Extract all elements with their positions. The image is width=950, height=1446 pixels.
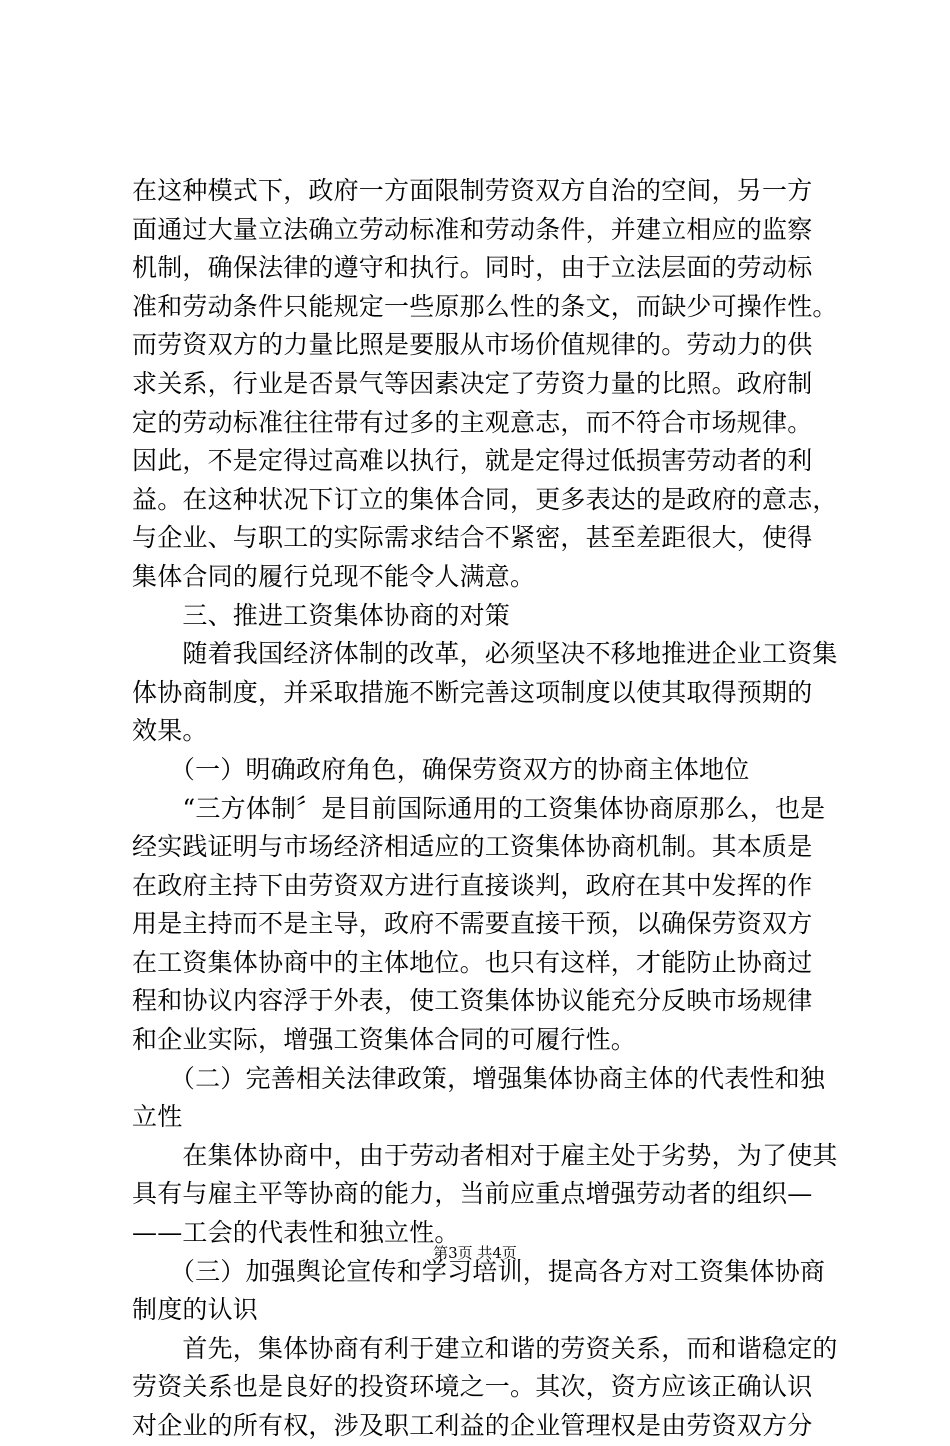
text-line: 机制，确保法律的遵守和执行。同时，由于立法层面的劳动标 <box>132 253 813 283</box>
text-line: 因此，不是定得过高难以执行，就是定得过低损害劳动者的利 <box>132 446 813 476</box>
text-line: 用是主持而不是主导，政府不需要直接干预，以确保劳资双方 <box>132 909 813 939</box>
subsection-heading: （一）明确政府角色，确保劳资双方的协商主体地位 <box>132 754 750 784</box>
subsection-heading: （二）完善相关法律政策，增强集体协商主体的代表性和独 <box>132 1063 826 1093</box>
text-line: 在集体协商中，由于劳动者相对于雇主处于劣势，为了使其 <box>132 1140 838 1170</box>
text-line: 效果。 <box>132 716 208 746</box>
text-line: 集体合同的履行兑现不能令人满意。 <box>132 561 536 591</box>
page-number-footer: 第3页 共4页 <box>433 1244 517 1262</box>
text-line: 对企业的所有权，涉及职工利益的企业管理权是由劳资双方分 <box>132 1411 813 1440</box>
text-line: 益。在这种状况下订立的集体合同，更多表达的是政府的意志， <box>132 484 838 514</box>
subsection-heading: 立性 <box>132 1102 183 1132</box>
text-line: 具有与雇主平等协商的能力，当前应重点增强劳动者的组织— <box>132 1179 813 1209</box>
text-line: 与企业、与职工的实际需求结合不紧密，甚至差距很大，使得 <box>132 523 813 553</box>
text-line: ——工会的代表性和独立性。 <box>132 1218 460 1248</box>
text-line: 准和劳动条件只能规定一些原那么性的条文，而缺少可操作性。 <box>132 291 838 321</box>
text-line: 程和协议内容浮于外表，使工资集体协议能充分反映市场规律 <box>132 986 813 1016</box>
text-line: 在这种模式下，政府一方面限制劳资双方自治的空间，另一方 <box>132 176 813 205</box>
text-line: 首先，集体协商有利于建立和谐的劳资关系，而和谐稳定的 <box>132 1333 838 1363</box>
text-line: 和企业实际，增强工资集体合同的可履行性。 <box>132 1025 637 1055</box>
subsection-heading: 制度的认识 <box>132 1295 259 1325</box>
text-line: “三方体制〞是目前国际通用的工资集体协商原那么，也是 <box>132 793 826 823</box>
subsection-heading: （三）加强舆论宣传和学习培训，提高各方对工资集体协商 <box>132 1256 826 1286</box>
text-line: 劳资关系也是良好的投资环境之一。其次，资方应该正确认识 <box>132 1372 813 1402</box>
text-line: 经实践证明与市场经济相适应的工资集体协商机制。其本质是 <box>132 832 813 862</box>
section-heading: 三、推进工资集体协商的对策 <box>132 600 511 630</box>
text-line: 求关系，行业是否景气等因素决定了劳资力量的比照。政府制 <box>132 368 813 398</box>
text-line: 体协商制度，并采取措施不断完善这项制度以使其取得预期的 <box>132 677 813 707</box>
text-line: 而劳资双方的力量比照是要服从市场价值规律的。劳动力的供 <box>132 330 813 360</box>
text-line: 随着我国经济体制的改革，必须坚决不移地推进企业工资集 <box>132 639 838 669</box>
text-line: 在政府主持下由劳资双方进行直接谈判，政府在其中发挥的作 <box>132 870 813 900</box>
text-line: 定的劳动标准往往带有过多的主观意志，而不符合市场规律。 <box>132 407 813 437</box>
text-line: 面通过大量立法确立劳动标准和劳动条件，并建立相应的监察 <box>132 214 813 244</box>
text-line: 在工资集体协商中的主体地位。也只有这样，才能防止协商过 <box>132 947 813 977</box>
